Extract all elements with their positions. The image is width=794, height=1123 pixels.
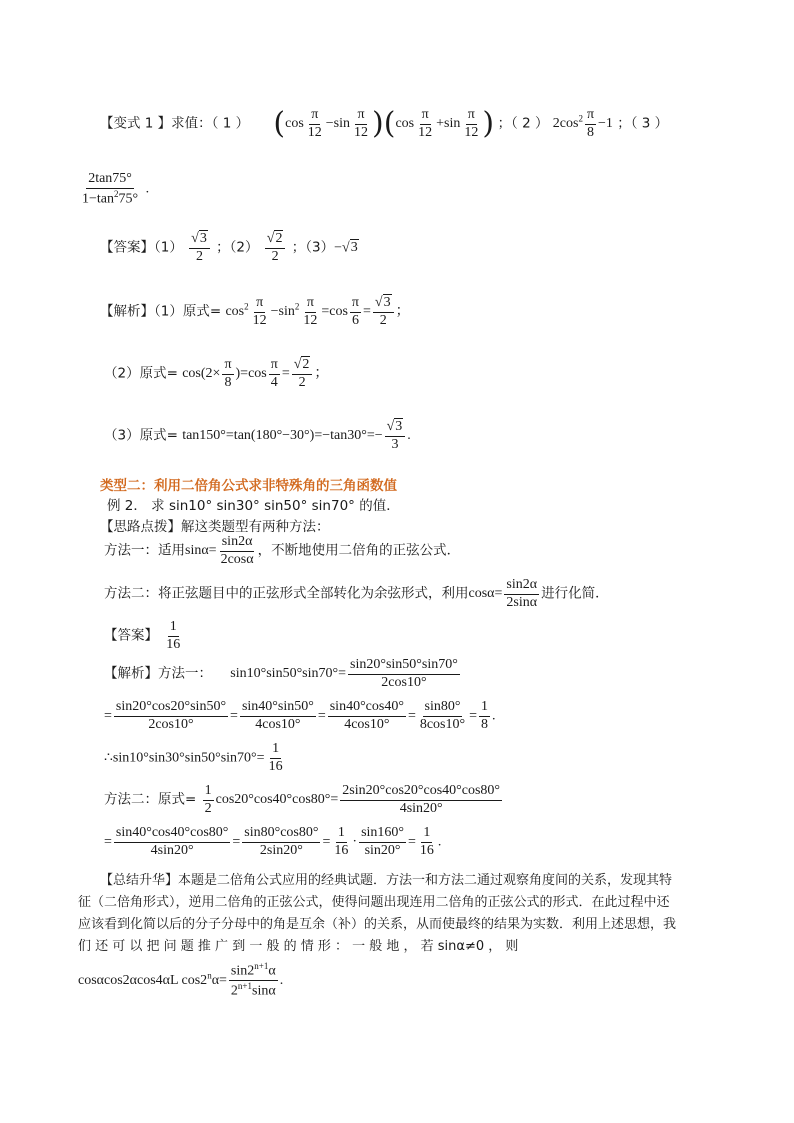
answer1-line: 【答案】（1） $\frac{√3}{2}$ ；（2） $\frac{√2}{2}$ ；（3）−√3 <box>100 231 358 264</box>
answer2-label: 【答案】 <box>104 627 158 644</box>
variant1-label: 【变式 1 】求值：（ 1 ） <box>100 115 250 132</box>
analysis1-line1: 【解析】（1）原式= $\cos^2$ $\frac{\pi}{12}$ $-\sin^2$ $\frac{\pi}{12}$ =cos $\frac{\pi}{6}$ = $\frac{√3}{2}$ ； <box>100 295 410 328</box>
analysis1-line2: （2）原式= cos(2× $\frac{\pi}{8}$ )=cos $\frac{\pi}{4}$ = $\frac{√2}{2}$ ； <box>104 357 329 390</box>
summary-line4: 们 还 可 以 把 问 题 推 广 到 一 般 的 情 形 ： 一 般 地 ， 若 sinα≠0 ， 则 <box>78 939 519 954</box>
variant1-expr3: $\frac{2\tan 75^\circ}{1-\tan^275^\circ}$ . <box>82 171 150 207</box>
summary-line3: 应该看到化简以后的分子分母中的角是互余（补）的关系，从而使最终的结果为实数．利用上述思想，我 <box>78 917 677 932</box>
analysis1-label: 【解析】 <box>100 303 154 320</box>
analysis1-line2-prefix: （2）原式= <box>104 365 178 382</box>
summary-formula: cosαcos2αcos4αL $\cos 2^n\alpha=$ $\frac{\sin 2^{n+1}\alpha}{2^{n+1}\sin\alpha}$ . <box>78 961 284 999</box>
analysis1-line3-prefix: （3）原式= <box>104 427 178 444</box>
hint-method1: 方法一：适用sinα= $\frac{\sin 2\alpha}{2\cos\alpha}$ ，不断地使用二倍角的正弦公式． <box>104 534 461 567</box>
summary-line2: 征（二倍角形式），逆用二倍角的正弦公式，使得问题出现连用二倍角的正弦公式的形式．在此过程中还 <box>78 895 670 910</box>
variant1-expr2: $2\cos^2$ $\frac{\pi}{8}$ −1 <box>552 107 613 140</box>
hint-method1-prefix: 方法一：适用 <box>104 542 185 559</box>
analysis2-line5: = $\frac{\sin 40^\circ\cos 40^\circ\cos 80^\circ}{4\sin 20^\circ}$ = $\frac{\sin 80^\circ\cos 80^\circ}{2\sin 20^\circ}$ = $\frac{1}{16}$ · $\frac{\sin 160^\circ}{\sin 20^\circ}$ = $\frac{1}{16}$ . <box>104 825 442 858</box>
analysis1-line1-prefix: （1）原式= <box>154 303 222 320</box>
answer1-label: 【答案】 <box>100 239 154 256</box>
variant1-line <box>100 108 668 140</box>
variant1-expr1: (cos $\frac{\pi}{12}$ −sin $\frac{\pi}{12}$ )(cos $\frac{\pi}{12}$ +sin $\frac{\pi}{12}$ ) <box>273 106 495 142</box>
hint-method1-suffix: ，不断地使用二倍角的正弦公式． <box>257 542 461 559</box>
type2-heading: 类型二：利用二倍角公式求非特殊角的三角函数值 <box>100 478 397 494</box>
analysis2-line2: = $\frac{\sin 20^\circ\cos 20^\circ\sin 50^\circ}{2\cos 10^\circ}$ = $\frac{\sin 40^\circ\sin 50^\circ}{4\cos 10^\circ}$ = $\frac{\sin 40^\circ\cos 40^\circ}{4\cos 10^\circ}$ = $\frac{\sin 80^\circ}{8\cos 10^\circ}$ = $\frac{1}{8}$ . <box>104 699 496 732</box>
hint-label: 【思路点拨】解这类题型有两种方法： <box>100 519 330 535</box>
answer1-i1: （1） <box>154 239 183 256</box>
example2: 例 2． 求 sin10° sin30° sin50° sin70° 的值． <box>107 498 400 514</box>
answer2-line: 【答案】 $\frac{1}{16}$ <box>104 619 181 652</box>
analysis2-line1: 【解析】方法一： sin10°sin50°sin70°= $\frac{\sin 20^\circ\sin 50^\circ\sin 70^\circ}{2\cos 10^\circ}$ <box>104 657 458 690</box>
answer1-i3: ；（3） <box>291 239 335 256</box>
analysis1-line3: （3）原式= tan150°=tan(180°−30°)=−tan30°=− $\frac{√3}{3}$ . <box>104 419 411 452</box>
hint-method2: 方法二：将正弦题目中的正弦形式全部转化为余弦形式，利用cosα= $\frac{\sin 2\alpha}{2\sin\alpha}$ 进行化简． <box>104 577 609 610</box>
hint-method2-prefix: 方法二：将正弦题目中的正弦形式全部转化为余弦形式，利用 <box>104 585 469 602</box>
analysis2-label: 【解析】方法一： <box>104 665 212 682</box>
analysis2-line4: 方法二：原式= $\frac{1}{2}$ cos20°cos40°cos80°= $\frac{2\sin 20^\circ\cos 20^\circ\cos 40^\circ\cos 80^\circ}{4\sin 20^\circ}$ <box>104 783 501 816</box>
variant1-part3-label: ；（ 3 ） <box>617 115 669 132</box>
hint-method2-suffix: 进行化简． <box>541 585 609 602</box>
answer1-i2: ；（2） <box>216 239 259 256</box>
analysis2-line3: ∴sin10°sin30°sin50°sin70°= $\frac{1}{16}$ <box>104 741 283 774</box>
variant1-part2-label: ；（ 2 ） <box>497 115 549 132</box>
summary-line1: 【总结升华】本题是二倍角公式应用的经典试题．方法一和方法二通过观察角度间的关系，发现其特 <box>100 873 673 888</box>
analysis2-method2-prefix: 方法二：原式= <box>104 791 197 808</box>
